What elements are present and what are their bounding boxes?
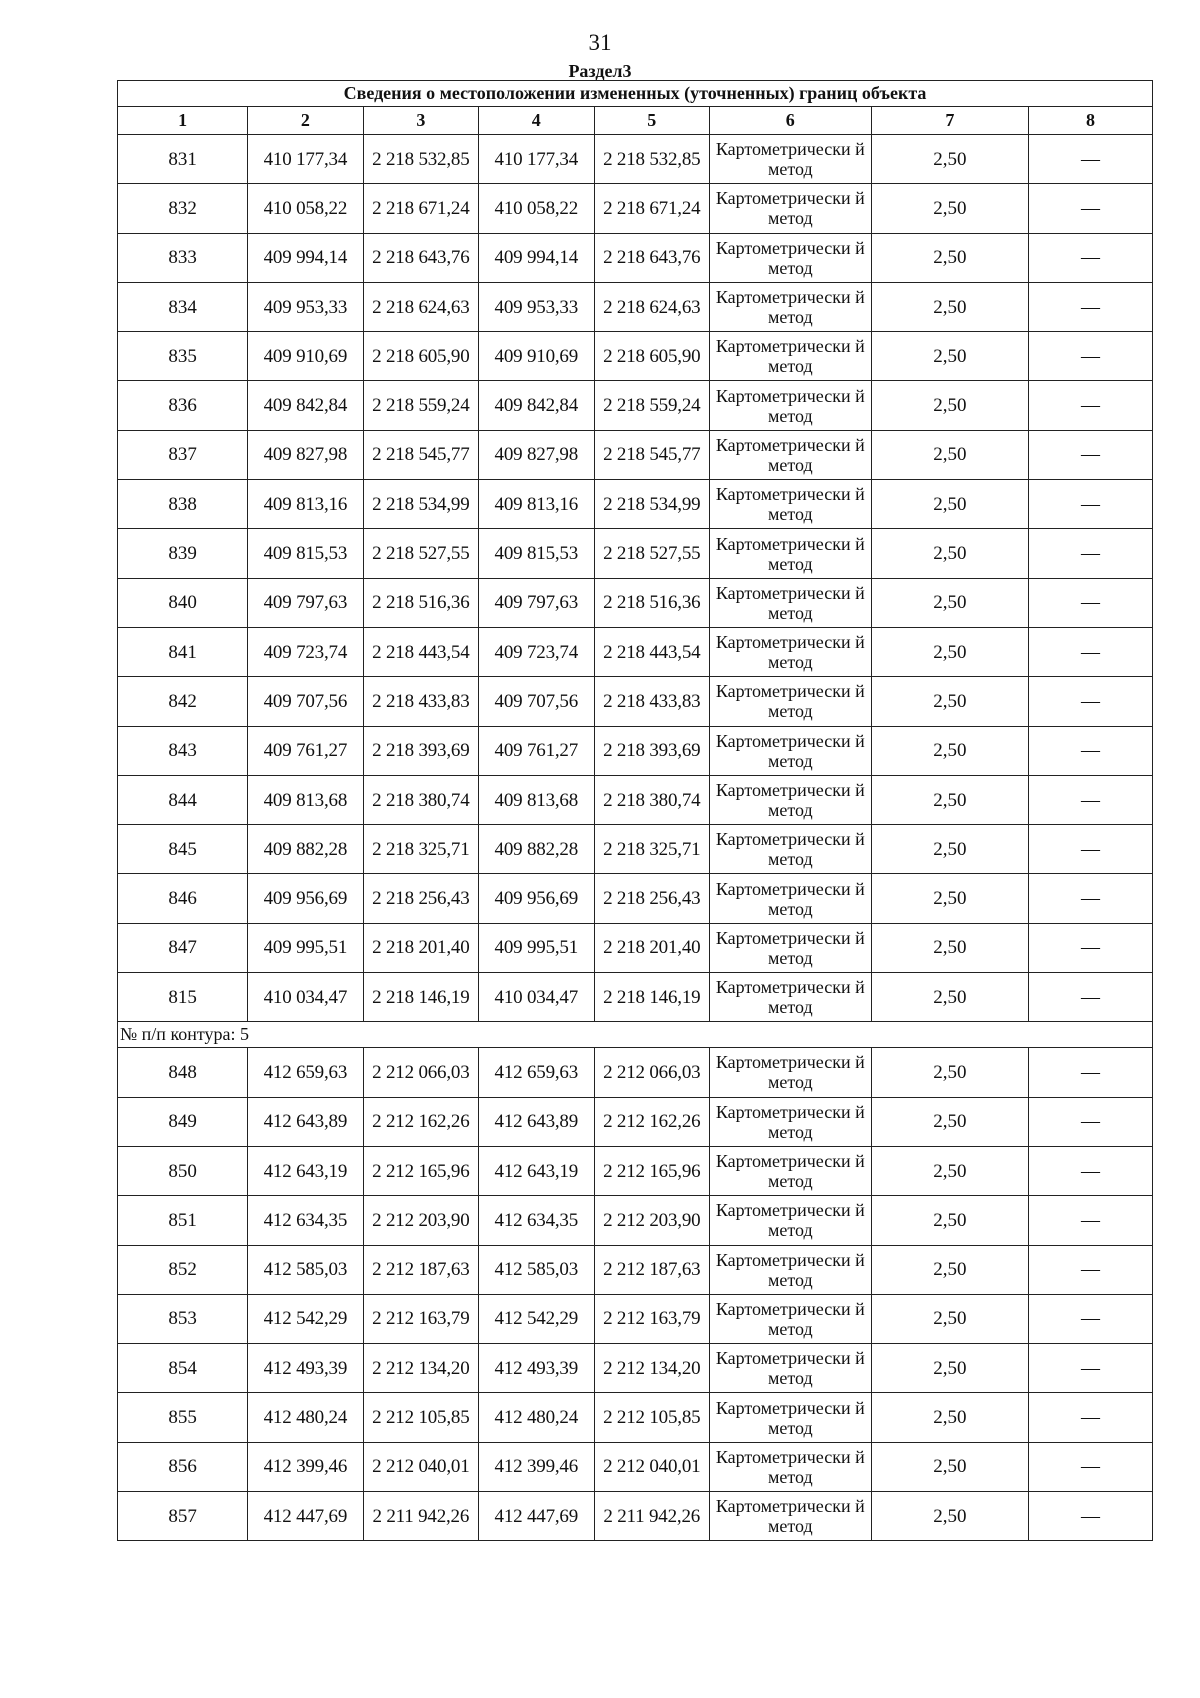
method-cell: Картометрически й метод — [709, 578, 871, 627]
point-number-cell: 831 — [118, 135, 248, 184]
method-cell: Картометрически й метод — [709, 135, 871, 184]
description-cell: — — [1029, 578, 1153, 627]
new-coord-y-cell: 2 218 443,54 — [594, 627, 709, 676]
precision-cell: 2,50 — [871, 1146, 1028, 1195]
table-row — [118, 677, 1153, 726]
precision-cell: 2,50 — [871, 1097, 1028, 1146]
precision-cell: 2,50 — [871, 874, 1028, 923]
column-header: 1 — [118, 107, 248, 135]
point-number-cell: 840 — [118, 578, 248, 627]
coord-y-cell: 2 218 605,90 — [363, 332, 478, 381]
new-coord-y-cell: 2 211 942,26 — [594, 1492, 709, 1541]
coord-x-cell: 410 058,22 — [248, 184, 363, 233]
method-cell: Картометрически й метод — [709, 1442, 871, 1491]
method-cell: Картометрически й метод — [709, 282, 871, 331]
coord-y-cell: 2 212 105,85 — [363, 1393, 478, 1442]
coord-x-cell: 412 643,89 — [248, 1097, 363, 1146]
point-number-cell: 850 — [118, 1146, 248, 1195]
column-header: 5 — [594, 107, 709, 135]
table-row — [118, 1097, 1153, 1146]
new-coord-x-cell: 409 953,33 — [479, 282, 594, 331]
precision-cell: 2,50 — [871, 430, 1028, 479]
coord-x-cell: 410 177,34 — [248, 135, 363, 184]
precision-cell: 2,50 — [871, 135, 1028, 184]
coord-x-cell: 409 882,28 — [248, 825, 363, 874]
new-coord-y-cell: 2 218 516,36 — [594, 578, 709, 627]
precision-cell: 2,50 — [871, 578, 1028, 627]
new-coord-y-cell: 2 218 534,99 — [594, 480, 709, 529]
precision-cell: 2,50 — [871, 1245, 1028, 1294]
precision-cell: 2,50 — [871, 1492, 1028, 1541]
table-row — [118, 430, 1153, 479]
new-coord-y-cell: 2 218 605,90 — [594, 332, 709, 381]
precision-cell: 2,50 — [871, 775, 1028, 824]
coord-y-cell: 2 218 534,99 — [363, 480, 478, 529]
description-cell: — — [1029, 1146, 1153, 1195]
coord-x-cell: 409 910,69 — [248, 332, 363, 381]
coord-y-cell: 2 218 516,36 — [363, 578, 478, 627]
new-coord-y-cell: 2 218 325,71 — [594, 825, 709, 874]
coord-x-cell: 409 761,27 — [248, 726, 363, 775]
table-header-row — [118, 107, 1153, 135]
new-coord-y-cell: 2 212 163,79 — [594, 1294, 709, 1343]
description-cell: — — [1029, 430, 1153, 479]
new-coord-x-cell: 412 447,69 — [479, 1492, 594, 1541]
new-coord-y-cell: 2 218 433,83 — [594, 677, 709, 726]
new-coord-x-cell: 412 585,03 — [479, 1245, 594, 1294]
precision-cell: 2,50 — [871, 726, 1028, 775]
table-row — [118, 282, 1153, 331]
new-coord-x-cell: 409 910,69 — [479, 332, 594, 381]
table-row — [118, 775, 1153, 824]
point-number-cell: 833 — [118, 233, 248, 282]
point-number-cell: 839 — [118, 529, 248, 578]
description-cell: — — [1029, 627, 1153, 676]
column-header: 8 — [1029, 107, 1153, 135]
method-cell: Картометрически й метод — [709, 726, 871, 775]
new-coord-x-cell: 412 399,46 — [479, 1442, 594, 1491]
new-coord-y-cell: 2 218 545,77 — [594, 430, 709, 479]
precision-cell: 2,50 — [871, 677, 1028, 726]
coord-x-cell: 409 953,33 — [248, 282, 363, 331]
precision-cell: 2,50 — [871, 1344, 1028, 1393]
new-coord-x-cell: 412 634,35 — [479, 1196, 594, 1245]
new-coord-y-cell: 2 212 162,26 — [594, 1097, 709, 1146]
coord-x-cell: 409 995,51 — [248, 923, 363, 972]
table-row — [118, 726, 1153, 775]
coord-y-cell: 2 218 671,24 — [363, 184, 478, 233]
description-cell: — — [1029, 1097, 1153, 1146]
method-cell: Картометрически й метод — [709, 973, 871, 1022]
contour-label-row — [118, 1022, 1153, 1048]
point-number-cell: 851 — [118, 1196, 248, 1245]
new-coord-y-cell: 2 212 187,63 — [594, 1245, 709, 1294]
point-number-cell: 838 — [118, 480, 248, 529]
point-number-cell: 848 — [118, 1048, 248, 1097]
method-cell: Картометрически й метод — [709, 923, 871, 972]
method-cell: Картометрически й метод — [709, 1492, 871, 1541]
table-row — [118, 1048, 1153, 1097]
new-coord-x-cell: 409 813,68 — [479, 775, 594, 824]
precision-cell: 2,50 — [871, 233, 1028, 282]
point-number-cell: 852 — [118, 1245, 248, 1294]
table-row — [118, 627, 1153, 676]
section-title: Раздел3 — [568, 61, 632, 81]
method-cell: Картометрически й метод — [709, 430, 871, 479]
coord-x-cell: 412 480,24 — [248, 1393, 363, 1442]
method-cell: Картометрически й метод — [709, 233, 871, 282]
precision-cell: 2,50 — [871, 627, 1028, 676]
method-cell: Картометрически й метод — [709, 1097, 871, 1146]
method-cell: Картометрически й метод — [709, 874, 871, 923]
new-coord-x-cell: 409 882,28 — [479, 825, 594, 874]
table-body — [118, 81, 1153, 1541]
method-cell: Картометрически й метод — [709, 332, 871, 381]
description-cell: — — [1029, 874, 1153, 923]
coord-y-cell: 2 218 201,40 — [363, 923, 478, 972]
table-row — [118, 332, 1153, 381]
point-number-cell: 841 — [118, 627, 248, 676]
new-coord-y-cell: 2 212 203,90 — [594, 1196, 709, 1245]
contour-label: № п/п контура: 5 — [118, 1022, 1153, 1048]
table-row — [118, 480, 1153, 529]
point-number-cell: 856 — [118, 1442, 248, 1491]
point-number-cell: 835 — [118, 332, 248, 381]
precision-cell: 2,50 — [871, 1048, 1028, 1097]
table-row — [118, 578, 1153, 627]
table-row — [118, 529, 1153, 578]
precision-cell: 2,50 — [871, 1393, 1028, 1442]
description-cell: — — [1029, 1245, 1153, 1294]
description-cell: — — [1029, 135, 1153, 184]
coord-x-cell: 409 827,98 — [248, 430, 363, 479]
method-cell: Картометрически й метод — [709, 480, 871, 529]
point-number-cell: 854 — [118, 1344, 248, 1393]
point-number-cell: 855 — [118, 1393, 248, 1442]
coord-x-cell: 412 585,03 — [248, 1245, 363, 1294]
new-coord-x-cell: 412 643,89 — [479, 1097, 594, 1146]
new-coord-x-cell: 410 177,34 — [479, 135, 594, 184]
precision-cell: 2,50 — [871, 282, 1028, 331]
coord-y-cell: 2 212 066,03 — [363, 1048, 478, 1097]
coord-x-cell: 412 493,39 — [248, 1344, 363, 1393]
table-row — [118, 1146, 1153, 1195]
coord-x-cell: 412 399,46 — [248, 1442, 363, 1491]
new-coord-x-cell: 412 480,24 — [479, 1393, 594, 1442]
coord-x-cell: 412 634,35 — [248, 1196, 363, 1245]
new-coord-y-cell: 2 212 040,01 — [594, 1442, 709, 1491]
method-cell: Картометрически й метод — [709, 1146, 871, 1195]
new-coord-x-cell: 412 659,63 — [479, 1048, 594, 1097]
point-number-cell: 843 — [118, 726, 248, 775]
new-coord-y-cell: 2 218 643,76 — [594, 233, 709, 282]
table-row — [118, 1393, 1153, 1442]
description-cell: — — [1029, 529, 1153, 578]
description-cell: — — [1029, 923, 1153, 972]
description-cell: — — [1029, 1492, 1153, 1541]
table-title-row — [118, 81, 1153, 107]
coord-x-cell: 409 842,84 — [248, 381, 363, 430]
description-cell: — — [1029, 775, 1153, 824]
new-coord-x-cell: 409 995,51 — [479, 923, 594, 972]
point-number-cell: 844 — [118, 775, 248, 824]
new-coord-y-cell: 2 218 393,69 — [594, 726, 709, 775]
new-coord-x-cell: 409 956,69 — [479, 874, 594, 923]
coord-x-cell: 410 034,47 — [248, 973, 363, 1022]
point-number-cell: 815 — [118, 973, 248, 1022]
column-header: 4 — [479, 107, 594, 135]
precision-cell: 2,50 — [871, 332, 1028, 381]
table-row — [118, 135, 1153, 184]
table-row — [118, 1344, 1153, 1393]
table-row — [118, 1294, 1153, 1343]
point-number-cell: 842 — [118, 677, 248, 726]
coord-x-cell: 409 797,63 — [248, 578, 363, 627]
description-cell: — — [1029, 1048, 1153, 1097]
new-coord-x-cell: 409 707,56 — [479, 677, 594, 726]
method-cell: Картометрически й метод — [709, 1048, 871, 1097]
new-coord-y-cell: 2 218 527,55 — [594, 529, 709, 578]
method-cell: Картометрически й метод — [709, 825, 871, 874]
new-coord-x-cell: 409 761,27 — [479, 726, 594, 775]
table-row — [118, 973, 1153, 1022]
new-coord-y-cell: 2 218 671,24 — [594, 184, 709, 233]
coord-y-cell: 2 212 040,01 — [363, 1442, 478, 1491]
table-row — [118, 1442, 1153, 1491]
description-cell: — — [1029, 184, 1153, 233]
table-title: Сведения о местоположении измененных (уточненных) границ объекта — [118, 81, 1153, 107]
coord-x-cell: 412 659,63 — [248, 1048, 363, 1097]
coord-y-cell: 2 212 203,90 — [363, 1196, 478, 1245]
table-row — [118, 184, 1153, 233]
point-number-cell: 832 — [118, 184, 248, 233]
point-number-cell: 836 — [118, 381, 248, 430]
precision-cell: 2,50 — [871, 825, 1028, 874]
method-cell: Картометрически й метод — [709, 627, 871, 676]
coord-y-cell: 2 218 545,77 — [363, 430, 478, 479]
description-cell: — — [1029, 381, 1153, 430]
new-coord-x-cell: 409 797,63 — [479, 578, 594, 627]
description-cell: — — [1029, 1196, 1153, 1245]
method-cell: Картометрически й метод — [709, 381, 871, 430]
method-cell: Картометрически й метод — [709, 184, 871, 233]
new-coord-y-cell: 2 218 256,43 — [594, 874, 709, 923]
coord-y-cell: 2 212 187,63 — [363, 1245, 478, 1294]
coord-y-cell: 2 212 165,96 — [363, 1146, 478, 1195]
new-coord-y-cell: 2 218 380,74 — [594, 775, 709, 824]
column-header: 3 — [363, 107, 478, 135]
table-row — [118, 1245, 1153, 1294]
coord-x-cell: 412 447,69 — [248, 1492, 363, 1541]
point-number-cell: 853 — [118, 1294, 248, 1343]
description-cell: — — [1029, 726, 1153, 775]
method-cell: Картометрически й метод — [709, 1196, 871, 1245]
coord-x-cell: 409 994,14 — [248, 233, 363, 282]
point-number-cell: 849 — [118, 1097, 248, 1146]
new-coord-y-cell: 2 212 105,85 — [594, 1393, 709, 1442]
precision-cell: 2,50 — [871, 184, 1028, 233]
new-coord-y-cell: 2 212 165,96 — [594, 1146, 709, 1195]
description-cell: — — [1029, 480, 1153, 529]
new-coord-x-cell: 410 058,22 — [479, 184, 594, 233]
point-number-cell: 845 — [118, 825, 248, 874]
coord-y-cell: 2 218 559,24 — [363, 381, 478, 430]
method-cell: Картометрически й метод — [709, 529, 871, 578]
new-coord-y-cell: 2 218 559,24 — [594, 381, 709, 430]
coord-y-cell: 2 212 162,26 — [363, 1097, 478, 1146]
precision-cell: 2,50 — [871, 529, 1028, 578]
coord-y-cell: 2 218 443,54 — [363, 627, 478, 676]
table-row — [118, 233, 1153, 282]
description-cell: — — [1029, 1393, 1153, 1442]
new-coord-x-cell: 409 994,14 — [479, 233, 594, 282]
description-cell: — — [1029, 282, 1153, 331]
new-coord-y-cell: 2 218 201,40 — [594, 923, 709, 972]
page-number: 31 — [588, 30, 612, 55]
coord-x-cell: 409 813,68 — [248, 775, 363, 824]
coord-x-cell: 409 956,69 — [248, 874, 363, 923]
precision-cell: 2,50 — [871, 973, 1028, 1022]
column-header: 2 — [248, 107, 363, 135]
table-row — [118, 874, 1153, 923]
coord-x-cell: 409 707,56 — [248, 677, 363, 726]
description-cell: — — [1029, 973, 1153, 1022]
coord-y-cell: 2 218 256,43 — [363, 874, 478, 923]
method-cell: Картометрически й метод — [709, 775, 871, 824]
description-cell: — — [1029, 677, 1153, 726]
precision-cell: 2,50 — [871, 480, 1028, 529]
new-coord-y-cell: 2 212 066,03 — [594, 1048, 709, 1097]
description-cell: — — [1029, 1344, 1153, 1393]
new-coord-y-cell: 2 212 134,20 — [594, 1344, 709, 1393]
coord-x-cell: 409 723,74 — [248, 627, 363, 676]
column-header: 7 — [871, 107, 1028, 135]
coord-x-cell: 409 813,16 — [248, 480, 363, 529]
method-cell: Картометрически й метод — [709, 1245, 871, 1294]
table-row — [118, 1196, 1153, 1245]
new-coord-x-cell: 409 815,53 — [479, 529, 594, 578]
coord-y-cell: 2 218 532,85 — [363, 135, 478, 184]
new-coord-x-cell: 412 643,19 — [479, 1146, 594, 1195]
coord-y-cell: 2 218 380,74 — [363, 775, 478, 824]
table-row — [118, 923, 1153, 972]
method-cell: Картометрически й метод — [709, 677, 871, 726]
precision-cell: 2,50 — [871, 1196, 1028, 1245]
coord-x-cell: 409 815,53 — [248, 529, 363, 578]
method-cell: Картометрически й метод — [709, 1393, 871, 1442]
precision-cell: 2,50 — [871, 1442, 1028, 1491]
precision-cell: 2,50 — [871, 1294, 1028, 1343]
point-number-cell: 846 — [118, 874, 248, 923]
table-row — [118, 1492, 1153, 1541]
coord-x-cell: 412 643,19 — [248, 1146, 363, 1195]
table-row — [118, 381, 1153, 430]
coord-y-cell: 2 218 643,76 — [363, 233, 478, 282]
description-cell: — — [1029, 233, 1153, 282]
coord-y-cell: 2 218 393,69 — [363, 726, 478, 775]
coordinates-table — [117, 80, 1153, 1541]
coord-y-cell: 2 212 134,20 — [363, 1344, 478, 1393]
new-coord-x-cell: 409 842,84 — [479, 381, 594, 430]
description-cell: — — [1029, 1442, 1153, 1491]
description-cell: — — [1029, 825, 1153, 874]
precision-cell: 2,50 — [871, 381, 1028, 430]
new-coord-x-cell: 410 034,47 — [479, 973, 594, 1022]
new-coord-x-cell: 409 813,16 — [479, 480, 594, 529]
new-coord-x-cell: 412 493,39 — [479, 1344, 594, 1393]
coord-y-cell: 2 218 527,55 — [363, 529, 478, 578]
point-number-cell: 834 — [118, 282, 248, 331]
precision-cell: 2,50 — [871, 923, 1028, 972]
point-number-cell: 857 — [118, 1492, 248, 1541]
new-coord-y-cell: 2 218 146,19 — [594, 973, 709, 1022]
method-cell: Картометрически й метод — [709, 1294, 871, 1343]
new-coord-x-cell: 409 723,74 — [479, 627, 594, 676]
coord-y-cell: 2 218 624,63 — [363, 282, 478, 331]
column-header: 6 — [709, 107, 871, 135]
description-cell: — — [1029, 1294, 1153, 1343]
coord-y-cell: 2 212 163,79 — [363, 1294, 478, 1343]
description-cell: — — [1029, 332, 1153, 381]
new-coord-x-cell: 409 827,98 — [479, 430, 594, 479]
new-coord-x-cell: 412 542,29 — [479, 1294, 594, 1343]
new-coord-y-cell: 2 218 532,85 — [594, 135, 709, 184]
coord-y-cell: 2 218 146,19 — [363, 973, 478, 1022]
method-cell: Картометрически й метод — [709, 1344, 871, 1393]
new-coord-y-cell: 2 218 624,63 — [594, 282, 709, 331]
point-number-cell: 847 — [118, 923, 248, 972]
point-number-cell: 837 — [118, 430, 248, 479]
table-row — [118, 825, 1153, 874]
coord-y-cell: 2 218 325,71 — [363, 825, 478, 874]
coord-y-cell: 2 211 942,26 — [363, 1492, 478, 1541]
coord-y-cell: 2 218 433,83 — [363, 677, 478, 726]
coord-x-cell: 412 542,29 — [248, 1294, 363, 1343]
